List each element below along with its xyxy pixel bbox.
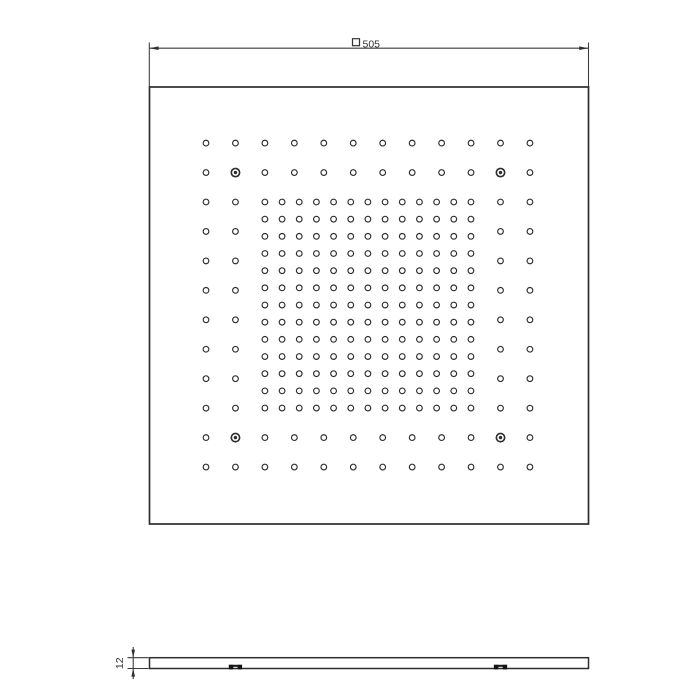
nozzle-hole-dense <box>365 405 371 411</box>
nozzle-hole-dense <box>348 268 354 274</box>
nozzle-hole-dense <box>365 337 371 343</box>
nozzle-hole-dense <box>296 388 302 394</box>
nozzle-hole-dense <box>262 268 268 274</box>
nozzle-hole-dense <box>365 199 371 205</box>
body-jet-nozzle-center <box>499 436 502 439</box>
nozzle-hole-dense <box>434 354 440 360</box>
nozzle-hole <box>527 229 533 235</box>
nozzle-hole <box>350 140 356 146</box>
nozzle-hole-dense <box>434 233 440 239</box>
nozzle-hole-dense <box>451 216 457 222</box>
nozzle-hole <box>292 140 298 146</box>
nozzle-hole-dense <box>434 199 440 205</box>
nozzle-hole <box>527 199 533 205</box>
nozzle-hole-dense <box>434 285 440 291</box>
nozzle-hole <box>527 435 533 441</box>
nozzle-hole-dense <box>331 285 337 291</box>
nozzle-hole-dense <box>348 233 354 239</box>
nozzle-hole-dense <box>365 251 371 257</box>
nozzle-hole-dense <box>331 216 337 222</box>
nozzle-hole <box>292 464 298 470</box>
nozzle-hole-dense <box>279 233 285 239</box>
nozzle-hole-dense <box>468 302 474 308</box>
nozzle-hole-dense <box>382 199 388 205</box>
body-jet-nozzle-center <box>234 436 237 439</box>
nozzle-hole-dense <box>382 388 388 394</box>
nozzle-hole-dense <box>399 199 405 205</box>
nozzle-hole-dense <box>262 302 268 308</box>
nozzle-hole <box>498 405 504 411</box>
nozzle-hole-dense <box>279 268 285 274</box>
nozzle-hole <box>262 464 268 470</box>
nozzle-hole-dense <box>348 371 354 377</box>
nozzle-hole-dense <box>468 251 474 257</box>
nozzle-hole-dense <box>434 268 440 274</box>
nozzle-hole <box>350 435 356 441</box>
nozzle-hole <box>498 288 504 294</box>
nozzle-hole-dense <box>348 251 354 257</box>
nozzle-hole-dense <box>331 268 337 274</box>
nozzle-hole <box>527 346 533 352</box>
nozzle-hole-dense <box>314 251 320 257</box>
nozzle-hole-dense <box>314 319 320 325</box>
width-dimension-label: 505 <box>362 38 381 51</box>
width-dimension <box>149 38 588 87</box>
nozzle-hole-dense <box>331 405 337 411</box>
arrowhead-left-icon <box>150 46 159 50</box>
nozzle-hole-dense <box>417 302 423 308</box>
nozzle-hole-dense <box>296 302 302 308</box>
nozzle-hole-dense <box>468 285 474 291</box>
nozzle-hole-dense <box>314 337 320 343</box>
nozzle-hole-dense <box>365 285 371 291</box>
nozzle-hole-dense <box>451 319 457 325</box>
nozzle-hole-dense <box>314 285 320 291</box>
nozzle-hole-dense <box>296 268 302 274</box>
nozzle-hole-dense <box>468 337 474 343</box>
jet-foot <box>229 665 233 670</box>
nozzle-hole-dense <box>365 268 371 274</box>
nozzle-hole-dense <box>451 233 457 239</box>
nozzle-hole-dense <box>365 354 371 360</box>
nozzle-hole <box>262 140 268 146</box>
thickness-dimension <box>114 647 149 679</box>
nozzle-hole <box>498 229 504 235</box>
nozzle-hole-dense <box>314 405 320 411</box>
nozzle-hole-dense <box>279 302 285 308</box>
nozzle-hole-dense <box>348 354 354 360</box>
nozzle-hole <box>409 464 415 470</box>
side-view <box>114 647 589 679</box>
nozzle-hole-dense <box>468 199 474 205</box>
nozzle-hole-dense <box>417 285 423 291</box>
nozzle-hole <box>233 376 239 382</box>
jet-foot <box>503 665 507 670</box>
nozzle-hole-dense <box>348 285 354 291</box>
nozzle-hole-dense <box>382 251 388 257</box>
nozzle-hole-dense <box>451 405 457 411</box>
nozzle-hole-dense <box>434 319 440 325</box>
nozzle-hole <box>527 464 533 470</box>
nozzle-hole-dense <box>331 199 337 205</box>
nozzle-hole <box>203 435 209 441</box>
nozzle-hole-dense <box>279 405 285 411</box>
nozzle-hole-dense <box>417 354 423 360</box>
nozzle-hole-dense <box>262 337 268 343</box>
nozzle-hole <box>409 170 415 176</box>
nozzle-hole-dense <box>262 285 268 291</box>
nozzle-hole-dense <box>468 268 474 274</box>
nozzle-hole <box>233 464 239 470</box>
nozzle-hole-dense <box>399 251 405 257</box>
nozzle-hole <box>498 376 504 382</box>
nozzle-hole <box>380 140 386 146</box>
nozzle-hole-dense <box>468 319 474 325</box>
nozzle-hole-dense <box>417 371 423 377</box>
nozzle-hole-dense <box>262 371 268 377</box>
nozzle-hole-dense <box>417 268 423 274</box>
nozzle-hole-dense <box>314 233 320 239</box>
nozzle-hole <box>439 140 445 146</box>
nozzle-hole-dense <box>279 354 285 360</box>
nozzle-hole <box>262 170 268 176</box>
jet-foot <box>238 665 242 670</box>
nozzle-hole-dense <box>399 233 405 239</box>
nozzle-hole-dense <box>382 405 388 411</box>
nozzle-hole-dense <box>331 233 337 239</box>
jet-foot <box>494 665 498 670</box>
nozzle-hole-dense <box>296 354 302 360</box>
nozzle-hole-dense <box>399 371 405 377</box>
nozzle-hole <box>527 317 533 323</box>
nozzle-hole <box>439 435 445 441</box>
nozzle-hole <box>233 317 239 323</box>
nozzle-hole-dense <box>382 233 388 239</box>
nozzle-hole <box>498 199 504 205</box>
nozzle-hole-dense <box>279 371 285 377</box>
nozzle-hole-dense <box>417 388 423 394</box>
nozzle-hole <box>321 140 327 146</box>
nozzle-hole <box>527 288 533 294</box>
nozzle-hole-dense <box>434 302 440 308</box>
nozzle-hole-dense <box>399 388 405 394</box>
nozzle-hole-dense <box>331 251 337 257</box>
nozzle-hole-dense <box>365 216 371 222</box>
nozzle-hole <box>498 464 504 470</box>
nozzle-hole-dense <box>296 337 302 343</box>
nozzle-hole-dense <box>279 199 285 205</box>
nozzle-hole-dense <box>279 285 285 291</box>
nozzle-hole <box>498 317 504 323</box>
nozzle-hole <box>409 435 415 441</box>
nozzle-hole-dense <box>296 405 302 411</box>
nozzle-hole-dense <box>331 337 337 343</box>
nozzle-hole-dense <box>399 354 405 360</box>
nozzle-hole <box>203 170 209 176</box>
arrowhead-bottom-icon <box>131 669 135 677</box>
nozzle-hole-dense <box>365 388 371 394</box>
nozzle-hole <box>321 435 327 441</box>
nozzle-hole <box>203 140 209 146</box>
nozzle-hole-dense <box>434 216 440 222</box>
nozzle-hole-dense <box>262 405 268 411</box>
nozzle-hole-dense <box>468 405 474 411</box>
nozzle-hole <box>203 199 209 205</box>
nozzle-hole-dense <box>434 405 440 411</box>
nozzle-hole-dense <box>314 302 320 308</box>
nozzle-hole-dense <box>348 302 354 308</box>
nozzle-hole <box>527 140 533 146</box>
nozzle-hole <box>527 170 533 176</box>
nozzle-hole-dense <box>417 337 423 343</box>
nozzle-hole-dense <box>417 233 423 239</box>
nozzle-hole <box>380 170 386 176</box>
nozzle-hole-dense <box>382 371 388 377</box>
nozzle-hole-dense <box>382 285 388 291</box>
nozzle-hole-dense <box>382 302 388 308</box>
profile-outline <box>150 658 589 669</box>
nozzle-hole-dense <box>314 268 320 274</box>
arrowhead-top-icon <box>131 650 135 658</box>
nozzle-hole-dense <box>468 233 474 239</box>
nozzle-hole-dense <box>279 319 285 325</box>
nozzle-hole-dense <box>365 319 371 325</box>
nozzle-hole-dense <box>382 319 388 325</box>
nozzle-hole-dense <box>348 337 354 343</box>
nozzle-hole-dense <box>314 354 320 360</box>
nozzle-hole <box>380 435 386 441</box>
nozzle-hole-dense <box>451 354 457 360</box>
nozzle-hole-dense <box>348 388 354 394</box>
nozzle-hole-dense <box>451 371 457 377</box>
nozzle-hole-dense <box>262 354 268 360</box>
arrowhead-right-icon <box>579 46 588 50</box>
nozzle-hole-dense <box>451 388 457 394</box>
nozzle-hole <box>233 288 239 294</box>
nozzle-hole-dense <box>279 216 285 222</box>
nozzle-hole <box>203 288 209 294</box>
nozzle-hole-dense <box>279 337 285 343</box>
nozzle-hole <box>262 435 268 441</box>
nozzle-hole <box>233 258 239 264</box>
nozzle-hole <box>498 140 504 146</box>
nozzle-hole-dense <box>331 302 337 308</box>
nozzle-hole-dense <box>314 216 320 222</box>
nozzle-hole-dense <box>296 216 302 222</box>
nozzle-hole-dense <box>262 388 268 394</box>
nozzle-hole-dense <box>434 337 440 343</box>
nozzle-hole-dense <box>451 302 457 308</box>
nozzle-hole-dense <box>348 405 354 411</box>
nozzle-hole <box>203 317 209 323</box>
nozzle-hole-dense <box>365 371 371 377</box>
nozzle-hole-dense <box>468 354 474 360</box>
nozzle-hole-dense <box>296 199 302 205</box>
nozzle-hole-dense <box>296 319 302 325</box>
nozzle-hole-dense <box>434 371 440 377</box>
nozzle-hole-dense <box>451 199 457 205</box>
nozzle-hole-dense <box>348 216 354 222</box>
nozzle-hole-dense <box>451 251 457 257</box>
nozzle-hole-dense <box>451 337 457 343</box>
nozzle-hole-dense <box>417 405 423 411</box>
nozzle-hole <box>380 464 386 470</box>
nozzle-hole <box>439 464 445 470</box>
nozzle-hole-dense <box>382 354 388 360</box>
nozzle-hole-dense <box>262 216 268 222</box>
nozzle-hole <box>468 170 474 176</box>
nozzle-hole-dense <box>382 337 388 343</box>
nozzle-hole <box>233 140 239 146</box>
nozzle-hole <box>203 376 209 382</box>
nozzle-hole <box>468 140 474 146</box>
nozzle-hole-dense <box>382 216 388 222</box>
nozzle-hole-dense <box>296 251 302 257</box>
nozzle-hole-dense <box>417 216 423 222</box>
nozzle-hole-dense <box>417 199 423 205</box>
square-symbol-icon <box>353 39 360 46</box>
nozzle-hole-dense <box>331 371 337 377</box>
nozzle-hole-dense <box>365 302 371 308</box>
nozzle-hole-dense <box>279 388 285 394</box>
nozzle-hole <box>527 405 533 411</box>
nozzle-hole-dense <box>262 319 268 325</box>
nozzle-hole-dense <box>451 268 457 274</box>
nozzle-hole <box>203 464 209 470</box>
nozzle-hole-dense <box>314 199 320 205</box>
nozzle-hole-dense <box>468 388 474 394</box>
nozzle-hole <box>203 405 209 411</box>
nozzle-hole-dense <box>296 285 302 291</box>
nozzle-hole-dense <box>399 337 405 343</box>
nozzle-hole <box>203 346 209 352</box>
nozzle-hole <box>233 229 239 235</box>
nozzle-hole <box>321 170 327 176</box>
front-view <box>149 38 588 524</box>
nozzle-hole <box>468 435 474 441</box>
nozzle-hole-dense <box>348 199 354 205</box>
nozzle-hole-dense <box>399 405 405 411</box>
nozzle-hole-dense <box>399 319 405 325</box>
nozzle-hole-dense <box>417 319 423 325</box>
nozzle-hole-dense <box>417 251 423 257</box>
nozzle-hole <box>203 258 209 264</box>
nozzle-hole-dense <box>348 319 354 325</box>
nozzle-hole <box>292 435 298 441</box>
nozzle-hole-dense <box>434 388 440 394</box>
nozzle-hole-dense <box>296 233 302 239</box>
nozzle-hole-dense <box>468 216 474 222</box>
nozzle-hole <box>439 170 445 176</box>
nozzle-hole-dense <box>279 251 285 257</box>
nozzle-hole <box>233 405 239 411</box>
nozzle-hole-dense <box>468 371 474 377</box>
body-jet-nozzle-center <box>499 171 502 174</box>
nozzle-hole <box>350 170 356 176</box>
nozzle-hole <box>409 140 415 146</box>
thickness-dimension-label: 12 <box>114 657 126 670</box>
nozzle-hole <box>527 376 533 382</box>
nozzle-hole-dense <box>314 371 320 377</box>
nozzle-hole-dense <box>399 285 405 291</box>
nozzle-hole-dense <box>399 302 405 308</box>
nozzle-hole-dense <box>399 268 405 274</box>
nozzle-hole-dense <box>331 354 337 360</box>
nozzle-hole-dense <box>262 251 268 257</box>
nozzle-hole <box>233 346 239 352</box>
nozzle-hole <box>498 346 504 352</box>
nozzle-hole <box>498 258 504 264</box>
nozzle-hole-dense <box>262 199 268 205</box>
nozzle-hole-dense <box>365 233 371 239</box>
nozzle-hole-dense <box>382 268 388 274</box>
nozzle-hole <box>292 170 298 176</box>
nozzle-hole <box>350 464 356 470</box>
nozzle-hole-dense <box>331 388 337 394</box>
nozzle-hole <box>468 464 474 470</box>
nozzle-hole-dense <box>331 319 337 325</box>
nozzle-hole <box>233 199 239 205</box>
nozzle-hole-dense <box>451 285 457 291</box>
nozzle-hole-dense <box>434 251 440 257</box>
body-jet-nozzle-center <box>234 171 237 174</box>
nozzle-hole-dense <box>296 371 302 377</box>
nozzle-hole <box>203 229 209 235</box>
nozzle-hole-dense <box>399 216 405 222</box>
nozzle-hole-dense <box>314 388 320 394</box>
nozzle-hole <box>321 464 327 470</box>
nozzle-hole-dense <box>262 233 268 239</box>
nozzle-hole <box>527 258 533 264</box>
